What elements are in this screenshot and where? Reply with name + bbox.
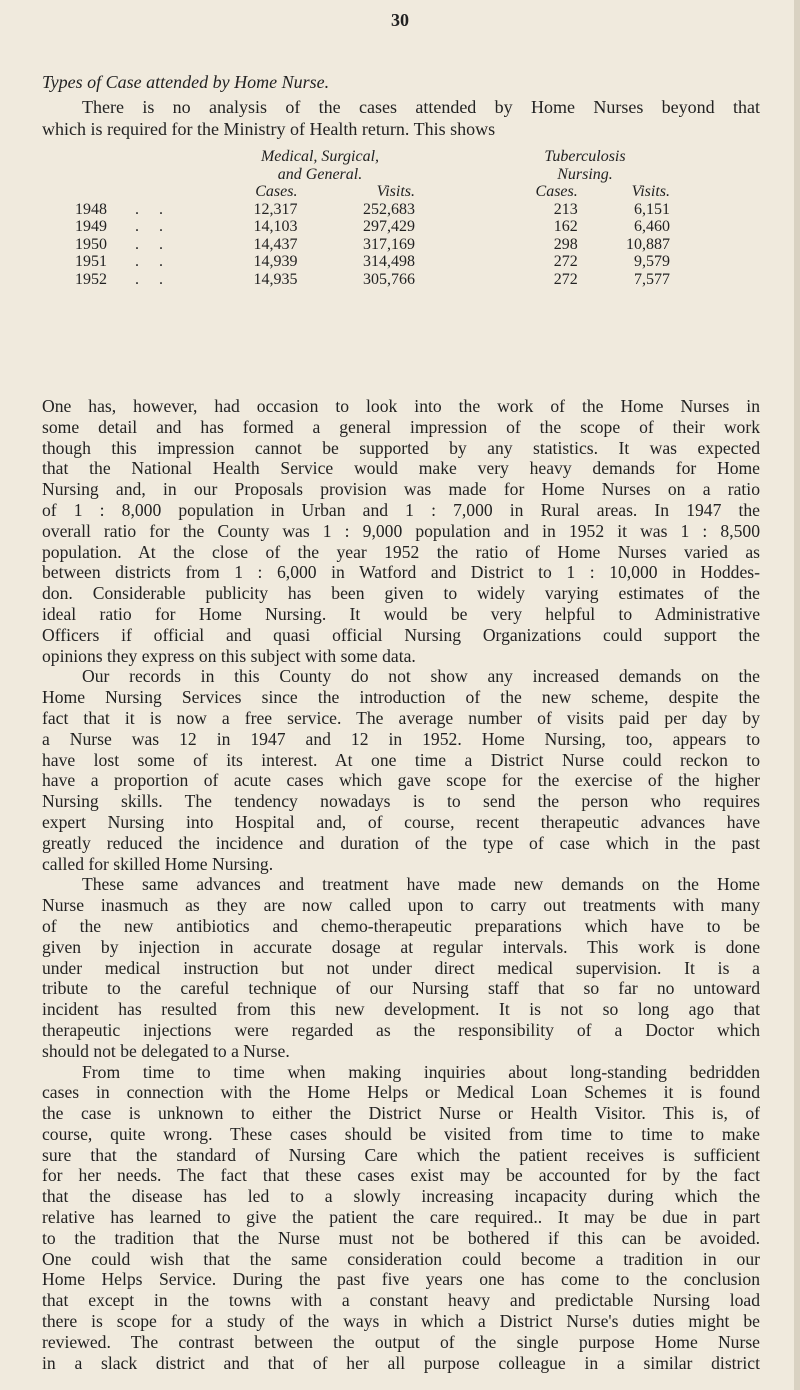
text-line: tribute to the careful technique of our Nursing staff that so far no untoward [42, 978, 760, 999]
year-label: 1952 [75, 270, 107, 288]
text-line: that the disease has led to a slowly increasing incapacity during which the [42, 1186, 760, 1207]
text-line: have a proportion of acute cases which gave scope for the exercise of the higher [42, 770, 760, 791]
cell-tc: 272 [553, 270, 578, 288]
cell-tc: 162 [553, 218, 578, 235]
leader-dots: . . [107, 218, 163, 235]
cell-mv: 252,683 [363, 200, 415, 218]
text-line: to the tradition that the Nurse must not be bothered if this can be avoided. [42, 1227, 760, 1248]
cell-mc: 14,103 [253, 218, 298, 235]
text-line: One has, however, had occasion to look into the work of the Home Nurses in [42, 396, 760, 416]
leader-dots: . . [107, 270, 163, 288]
column-header: Visits. [376, 183, 415, 200]
body-text [42, 396, 760, 1373]
text-line: Nurse inasmuch as they are now called upon to carry out treatments with many [42, 895, 760, 916]
text-line: cases in connection with the Home Helps or Medical Loan Schemes it is found [42, 1082, 760, 1103]
text-line: have lost some of its interest. At one time a District Nurse could reckon to [42, 749, 760, 770]
column-header: Visits. [631, 183, 670, 200]
cell-year [60, 253, 210, 271]
leader-dots: . . [107, 200, 163, 218]
text-line: Home Nursing Services since the introduction of the new scheme, despite the [42, 687, 760, 708]
cell-tv: 10,887 [626, 235, 670, 253]
text-line: greatly reduced the incidence and duration of the type of case which in the past [42, 832, 760, 853]
group-header-tb: Tuberculosis [544, 148, 626, 165]
spacer-cell [430, 201, 500, 219]
cell-tv: 6,460 [634, 218, 670, 235]
text-line: Our records in this County do not show any increased demands on the [82, 666, 760, 687]
text-line: Nursing skills. The tendency nowadays is to send the person who requires [42, 791, 760, 812]
column-header: Cases. [535, 183, 578, 200]
text-line: Home Helps Service. During the past five years one has come to the conclusion [42, 1269, 760, 1290]
text-line: called for skilled Home Nursing. [42, 853, 274, 874]
group-header-medical-2: and General. [277, 165, 363, 183]
text-line: that except in the towns with a constant heavy and predictable Nursing load [42, 1290, 760, 1311]
cell-year [60, 236, 210, 254]
text-line: under medical instruction but not under direct medical supervision. It is a [42, 957, 760, 978]
cases-table [60, 148, 670, 288]
cell-mc: 14,939 [253, 253, 298, 270]
table-row [60, 253, 670, 271]
cell-tv: 6,151 [634, 200, 670, 218]
cell-year [60, 201, 210, 219]
cell-mv: 317,169 [363, 235, 415, 253]
text-line: don. Considerable publicity has been given to widely varying estimates of the [42, 583, 760, 604]
text-line: of 1 : 8,000 population in Urban and 1 : 7,000 in Rural areas. In 1947 the [42, 499, 760, 520]
table-row [60, 201, 670, 219]
text-line: opinions they express on this subject with some data. [42, 645, 416, 666]
text-line: of the new antibiotics and chemo-therapeutic preparations which have to be [42, 915, 760, 936]
text-line: some detail and has formed a general impression of the scope of their work [42, 416, 760, 437]
leader-dots: . . [107, 253, 163, 270]
page-number: 30 [391, 10, 409, 30]
cell-mc: 14,437 [253, 235, 298, 253]
year-label: 1948 [75, 200, 107, 218]
text-line: One could wish that the same consideration could become a tradition in our [42, 1248, 760, 1269]
text-line: that the National Health Service would make very heavy demands for Home [42, 458, 760, 479]
group-header-medical: Medical, Surgical, [260, 148, 380, 165]
cell-year [60, 271, 210, 289]
column-header: Cases. [255, 183, 298, 200]
table-row [60, 271, 670, 289]
cell-mc: 14,935 [253, 270, 298, 288]
text-line: expert Nursing into Hospital and, of course, recent therapeutic advances have [42, 811, 760, 832]
table-row [60, 218, 670, 236]
cell-tv: 7,577 [634, 270, 670, 288]
spacer-cell [430, 253, 500, 271]
text-line: between districts from 1 : 6,000 in Watford and District to 1 : 10,000 in Hoddes- [42, 562, 760, 583]
text-line: should not be delegated to a Nurse. [42, 1040, 290, 1061]
spacer-cell [430, 271, 500, 289]
cell-mv: 297,429 [363, 218, 415, 235]
text-line: the case is unknown to either the District Nurse or Health Visitor. This is, of [42, 1103, 760, 1124]
cell-tc: 298 [553, 235, 578, 253]
text-line: though this impression cannot be supported by any statistics. It was expected [42, 437, 760, 458]
text-line: sure that the standard of Nursing Care which the patient receives is sufficient [42, 1144, 760, 1165]
text-line: overall ratio for the County was 1 : 9,000 population and in 1952 it was 1 : 8,500 [42, 520, 760, 541]
text-line: From time to time when making inquiries about long-standing bedridden [82, 1061, 760, 1082]
text-line: in a slack district and that of her all purpose colleague in a similar district [42, 1352, 760, 1373]
year-label: 1951 [75, 253, 107, 270]
leader-dots: . . [107, 235, 163, 253]
text-line: population. At the close of the year 1952 the ratio of Home Nurses varied as [42, 541, 760, 562]
text-line: course, quite wrong. These cases should be visited from time to time to make [42, 1123, 760, 1144]
spacer-cell [430, 218, 500, 236]
text-line: There is no analysis of the cases attended by Home Nurses beyond that [82, 97, 760, 117]
cell-mv: 314,498 [363, 253, 415, 270]
text-line: given by injection in accurate dosage at regular intervals. This work is done [42, 936, 760, 957]
cell-tc: 272 [553, 253, 578, 270]
cell-mv: 305,766 [363, 270, 415, 288]
text-line: a Nurse was 12 in 1947 and 12 in 1952. Home Nursing, too, appears to [42, 728, 760, 749]
text-line: reviewed. The contrast between the output of the single purpose Home Nurse [42, 1331, 760, 1352]
text-line: Nursing and, in our Proposals provision was made for Home Nurses on a ratio [42, 479, 760, 500]
text-line: relative has learned to give the patient the care required.. It may be due in part [42, 1207, 760, 1228]
text-line: which is required for the Ministry of Health return. This shows [42, 119, 496, 139]
text-line: ideal ratio for Home Nursing. It would be very helpful to Administrative [42, 603, 760, 624]
cell-year [60, 218, 210, 236]
spacer-cell [430, 236, 500, 254]
year-label: 1950 [75, 235, 107, 253]
text-line: there is scope for a study of the ways in which a District Nurse's duties might be [42, 1311, 760, 1332]
intro-paragraph [42, 96, 760, 140]
group-header-tb-2: Nursing. [557, 165, 613, 183]
cell-mc: 12,317 [253, 200, 298, 218]
text-line: Officers if official and quasi official Nursing Organizations could support the [42, 624, 760, 645]
section-heading: Types of Case attended by Home Nurse. [42, 72, 330, 92]
text-line: incident has resulted from this new development. It is not so long ago that [42, 999, 760, 1020]
text-line: fact that it is now a free service. The average number of visits paid per day by [42, 707, 760, 728]
text-line: therapeutic injections were regarded as the responsibility of a Doctor which [42, 1019, 760, 1040]
year-label: 1949 [75, 218, 107, 235]
cell-tc: 213 [553, 200, 578, 218]
table-row [60, 236, 670, 254]
text-line: for her needs. The fact that these cases exist may be accounted for by the fact [42, 1165, 760, 1186]
cell-tv: 9,579 [634, 253, 670, 270]
text-line: These same advances and treatment have made new demands on the Home [82, 874, 760, 895]
page-edge [794, 0, 800, 1390]
